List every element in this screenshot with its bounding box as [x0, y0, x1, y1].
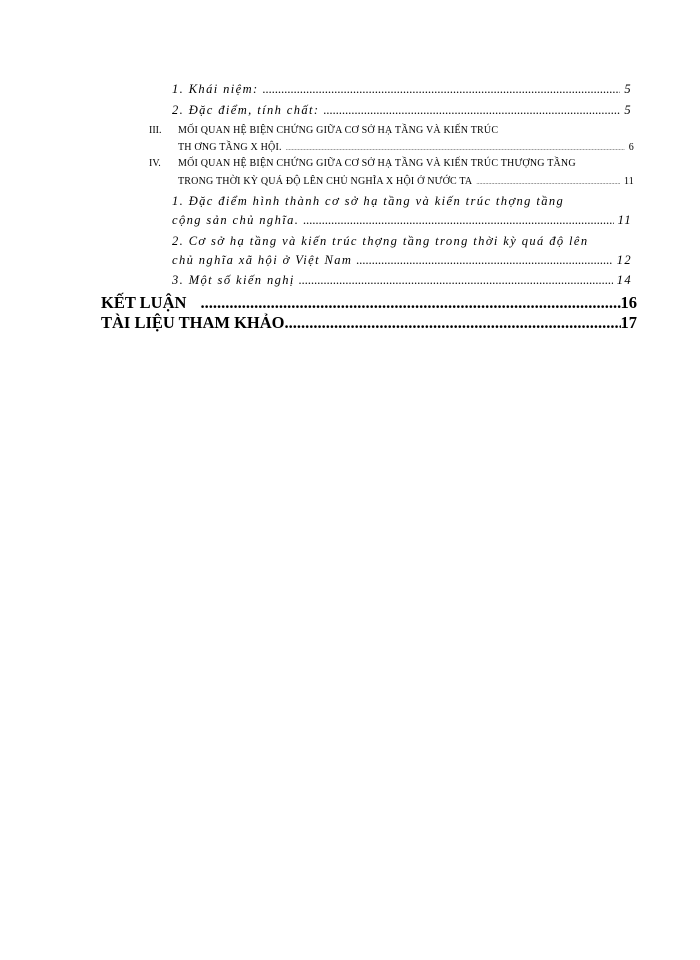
toc-entry-khai-niem — [172, 82, 632, 97]
toc-section-title-line1: MỐI QUAN HỆ BIỆN CHỨNG GIỮA CƠ SỞ HẠ TẦNG VÀ KIẾN TRÚC THƯỢNG TẦNG — [178, 158, 576, 169]
toc-leader-dots — [303, 213, 613, 228]
toc-page-number: 17 — [620, 313, 637, 332]
toc-page-number: 5 — [624, 103, 632, 117]
toc-entry-co-so-ha-tang — [172, 253, 632, 268]
toc-entry-ket-luan — [101, 293, 637, 313]
toc-section-title-line1: MỐI QUAN HỆ BIỆN CHỨNG GIỮA CƠ SỞ HẠ TẦNG VÀ KIẾN TRÚC — [178, 125, 499, 136]
toc-leader-dots — [286, 146, 625, 152]
toc-leader-dots — [476, 180, 620, 186]
toc-section-title-line2: TH ƠNG TẦNG X HỘI. — [178, 142, 282, 153]
toc-leader-dots — [200, 293, 620, 313]
toc-entry-dac-diem — [172, 103, 632, 118]
toc-page-number: 5 — [624, 82, 632, 96]
toc-subentry-line2: chủ nghĩa xã hội ở Việt Nam — [172, 253, 353, 267]
toc-entry-section-iv — [178, 176, 634, 187]
toc-entry-label: 1. Khái niệm: — [172, 82, 259, 96]
toc-leader-dots — [323, 103, 620, 118]
toc-leader-dots — [356, 253, 612, 268]
toc-entry-section-iii — [178, 142, 634, 153]
toc-page-number: 11 — [623, 176, 634, 187]
toc-page-number: 14 — [616, 273, 632, 287]
toc-leader-dots — [285, 313, 621, 333]
toc-leader-dots — [299, 273, 613, 288]
toc-subentry-line1: 1. Đặc điểm hình thành cơ sở hạ tầng và kiến trúc thợng tầng — [172, 194, 565, 208]
toc-entry-label: 2. Đặc điểm, tính chất: — [172, 103, 320, 117]
toc-entry-label: TÀI LIỆU THAM KHẢO — [101, 313, 285, 332]
toc-section-number: IV. — [149, 158, 161, 169]
toc-page-number: 12 — [616, 253, 632, 267]
toc-entry-label: 3. Một số kiến nghị — [172, 273, 295, 287]
toc-subentry-line2: cộng sản chủ nghĩa. — [172, 213, 300, 227]
toc-leader-dots — [263, 82, 621, 97]
toc-entry-dac-diem-hinh-thanh — [172, 213, 632, 228]
toc-page-number: 11 — [617, 213, 632, 227]
toc-entry-kien-nghi — [172, 273, 632, 288]
toc-page-number: 6 — [628, 142, 634, 153]
toc-entry-tai-lieu — [101, 313, 637, 333]
toc-section-number: III. — [149, 125, 162, 136]
toc-section-title-line2: TRONG THỜI KỲ QUÁ ĐỘ LÊN CHỦ NGHĨA X HỘI Ở NƯỚC TA — [178, 176, 473, 187]
toc-entry-label: KẾT LUẬN — [101, 293, 187, 312]
toc-page-number: 16 — [620, 293, 637, 312]
toc-subentry-line1: 2. Cơ sở hạ tầng và kiến trúc thợng tầng trong thời kỳ quá độ lên — [172, 234, 589, 248]
